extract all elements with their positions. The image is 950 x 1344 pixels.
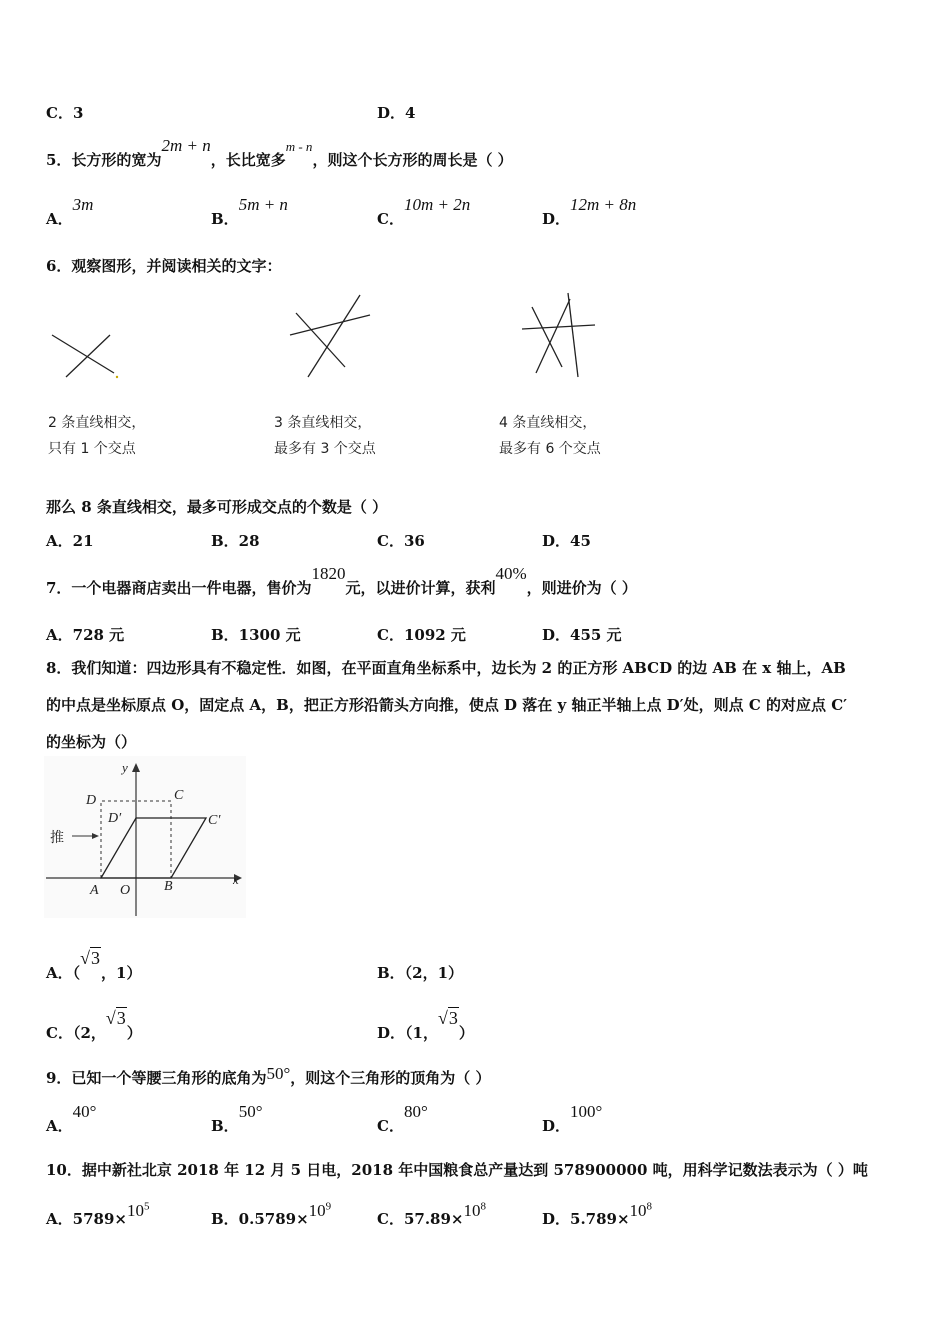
line <box>308 295 360 377</box>
q6-stem: 6．观察图形，并阅读相关的文字： <box>46 257 282 275</box>
line <box>66 335 110 377</box>
q7-price: 1820 <box>311 564 346 583</box>
q5-math-diff: m - n <box>285 139 313 154</box>
q9-option-b[interactable]: B．50° <box>211 1102 263 1135</box>
q6-option-d[interactable]: D．45 <box>542 532 591 550</box>
q5-math-width: 2m + n <box>161 136 211 155</box>
q5-option-d[interactable]: D．12m + 8n <box>542 195 637 228</box>
q8-stem-line3: 的坐标为（） <box>46 733 137 751</box>
q6-caption-3: 4 条直线相交， 最多有 6 个交点 <box>499 415 601 457</box>
q7-option-d[interactable]: D．455 元 <box>542 626 622 644</box>
q10-option-d[interactable]: D．$5.789\times 10^8$ <box>542 1200 653 1228</box>
q5-stem-part2: ，长比宽多 <box>210 151 286 169</box>
q6-line-figures <box>40 285 640 395</box>
q6-option-a[interactable]: A．21 <box>46 532 94 550</box>
q7-profit: 40% <box>495 564 527 583</box>
q5-option-a[interactable]: A．3m <box>46 195 94 228</box>
figure-background <box>44 756 246 918</box>
q7-option-b[interactable]: B．1300 元 <box>211 626 301 644</box>
figure-two-lines <box>52 335 118 378</box>
q7-option-a[interactable]: A．728 元 <box>46 626 125 644</box>
figure-four-lines <box>522 293 595 377</box>
prev-option-c: C．3 <box>46 104 84 122</box>
q8-stem-line1: 8．我们知道：四边形具有不稳定性．如图，在平面直角坐标系中，边长为 2 的正方形 ABCD 的边 AB 在 x 轴上，AB <box>46 659 846 677</box>
line <box>290 315 370 335</box>
q5-stem <box>46 136 513 171</box>
q5-stem-part3: ，则这个长方形的周长是（ ） <box>312 151 513 169</box>
line <box>532 307 562 367</box>
label-x: x <box>233 872 239 887</box>
q10-option-a[interactable]: A．$5789\times 10^5$ <box>46 1200 150 1228</box>
line <box>536 299 570 373</box>
label-d-prime: D′ <box>108 811 122 826</box>
q7-option-c[interactable]: C．1092 元 <box>377 626 466 644</box>
q5-option-b[interactable]: B．5m + n <box>211 195 288 228</box>
dot <box>116 376 118 378</box>
prev-option-d: D．4 <box>377 104 416 122</box>
q9-option-d[interactable]: D．100° <box>542 1102 603 1135</box>
q6-question: 那么 8 条直线相交，最多可形成交点的个数是（ ） <box>46 498 388 516</box>
q8-option-c[interactable]: C．（2，√3） <box>46 1008 142 1042</box>
q5-stem-part1: 5．长方形的宽为 <box>46 151 162 169</box>
q9-base-angle: 50° <box>266 1064 291 1083</box>
q6-option-b[interactable]: B．28 <box>211 532 260 550</box>
label-d: D <box>86 793 97 808</box>
q8-stem-line2: 的中点是坐标原点 O，固定点 A，B，把正方形沿箭头方向推，使点 D 落在 y 轴正半轴上点 D′处，则点 C 的对应点 C′ <box>46 696 848 714</box>
label-y: y <box>122 760 128 775</box>
q7-stem: 7．一个电器商店卖出一件电器，售价为1820元，以进价计算，获利40%，则进价为（ ） <box>46 564 637 597</box>
q9-option-c[interactable]: C．80° <box>377 1102 428 1135</box>
push-label: 推 <box>50 831 64 846</box>
label-a: A <box>90 883 99 898</box>
q10-stem: 10．据中新社北京 2018 年 12 月 5 日电，2018 年中国粮食总产量达到 578900000 吨，用科学记数法表示为（ ）吨 <box>46 1161 868 1179</box>
label-b: B <box>164 879 173 894</box>
label-o: O <box>120 883 131 898</box>
q8-option-d[interactable]: D．（1，√3） <box>377 1008 474 1042</box>
q6-caption-1: 2 条直线相交， 只有 1 个交点 <box>48 415 146 457</box>
q8-option-b[interactable]: B．（2，1） <box>377 964 464 982</box>
q8-option-a[interactable]: A．（√3，1） <box>46 948 142 982</box>
q6-option-c[interactable]: C．36 <box>377 532 425 550</box>
q6-caption-2: 3 条直线相交， 最多有 3 个交点 <box>274 415 376 457</box>
label-c: C <box>174 788 184 803</box>
label-c-prime: C′ <box>208 813 221 828</box>
line <box>522 325 595 329</box>
q9-stem: 9．已知一个等腰三角形的底角为50°，则这个三角形的顶角为（ ） <box>46 1064 491 1087</box>
q10-option-b[interactable]: B．$0.5789\times 10^9$ <box>211 1200 332 1228</box>
q9-option-a[interactable]: A．40° <box>46 1102 97 1135</box>
figure-three-lines <box>290 295 370 377</box>
q10-option-c[interactable]: C．$57.89\times 10^8$ <box>377 1200 486 1228</box>
line <box>568 293 578 377</box>
q8-coordinate-figure <box>44 756 246 918</box>
line <box>296 313 345 367</box>
q5-option-c[interactable]: C．10m + 2n <box>377 195 471 228</box>
